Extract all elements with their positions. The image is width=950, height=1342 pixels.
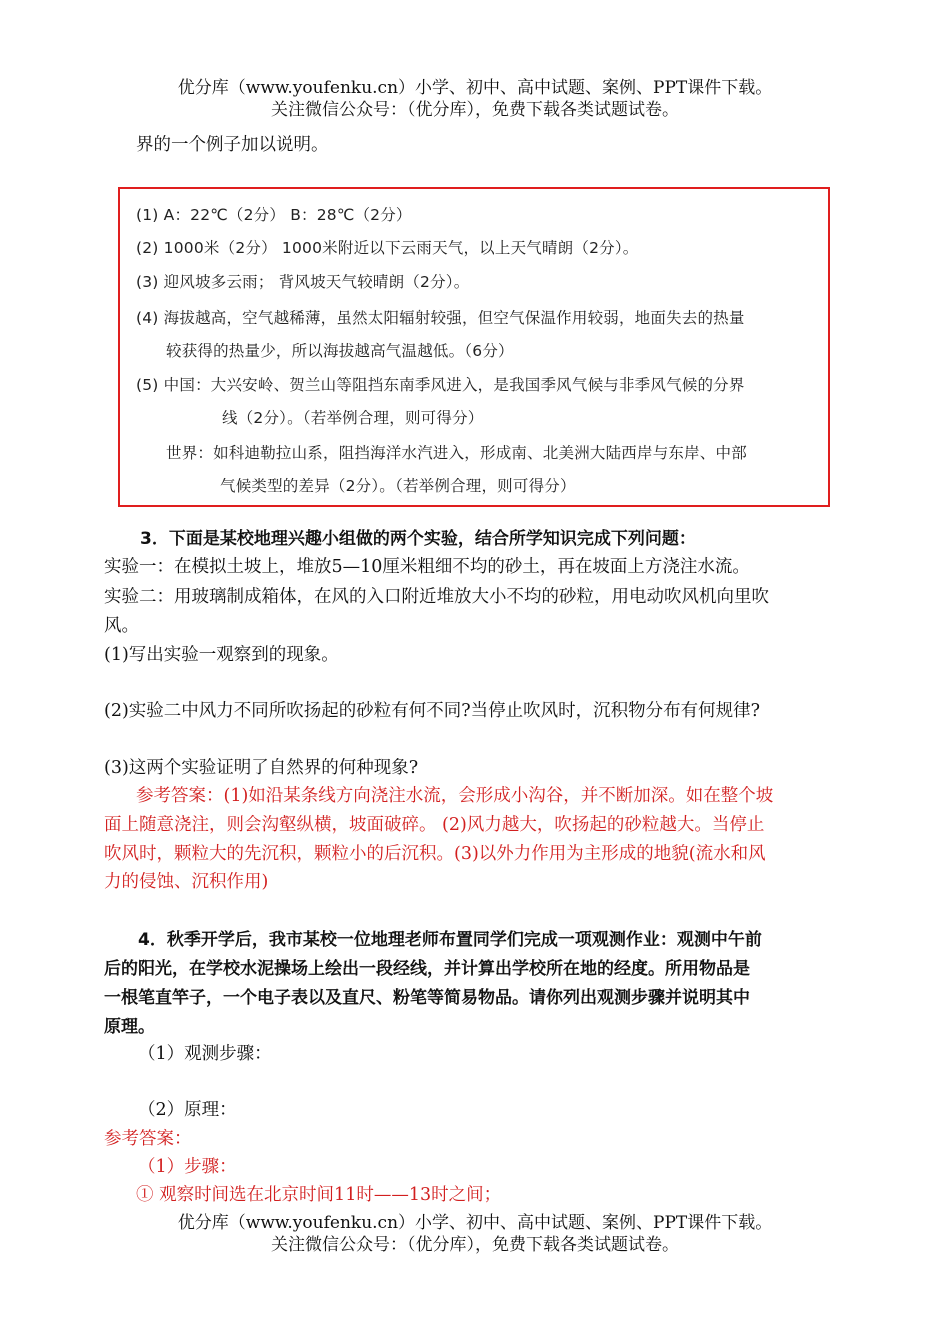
q3-experiment-2-line-2: 风。 — [104, 616, 139, 636]
q3-experiment-1: 实验一：在模拟土坡上，堆放5—10厘米粗细不均的砂土，再在坡面上方浇注水流。 — [104, 557, 750, 577]
q4-answer-label: 参考答案： — [104, 1129, 192, 1149]
q3-answer-line-1: 参考答案：(1)如沿某条线方向浇注水流，会形成小沟谷，并不断加深。如在整个坡 — [136, 786, 774, 806]
q4-line-3: 一根笔直竿子，一个电子表以及直尺、粉笔等简易物品。请你列出观测步骤并说明其中 — [104, 988, 750, 1008]
q4-sub-question-2: （2）原理： — [138, 1100, 237, 1120]
page-header-line-1: 优分库（www.youfenku.cn）小学、初中、高中试题、案例、PPT课件下载。 — [177, 78, 773, 98]
page-footer-line-2: 关注微信公众号：（优分库），免费下载各类试题试卷。 — [271, 1235, 679, 1255]
q3-sub-question-3: (3)这两个实验证明了自然界的何种现象? — [104, 758, 419, 778]
q4-sub-question-1: （1）观测步骤： — [138, 1044, 272, 1064]
q3-answer-line-4: 力的侵蚀、沉积作用) — [104, 872, 269, 892]
q4-line-1: 4．秋季开学后，我市某校一位地理老师布置同学们完成一项观测作业：观测中午前 — [138, 930, 762, 950]
q3-sub-question-2: (2)实验二中风力不同所吹扬起的砂粒有何不同?当停止吹风时，沉积物分布有何规律? — [104, 701, 761, 721]
answer-line-3: (3) 迎风坡多云雨； 背风坡天气较晴朗（2分）。 — [136, 273, 470, 291]
answer-line-8: 世界：如科迪勒拉山系，阻挡海洋水汽进入，形成南、北美洲大陆西岸与东岸、中部 — [166, 444, 747, 462]
q3-title: 3．下面是某校地理兴趣小组做的两个实验，结合所学知识完成下列问题： — [140, 529, 696, 549]
q4-answer-step-heading: （1）步骤： — [138, 1157, 237, 1177]
answer-key-image — [118, 187, 830, 507]
page-header-line-2: 关注微信公众号：（优分库），免费下载各类试题试卷。 — [271, 100, 679, 120]
intro-tail-text: 界的一个例子加以说明。 — [136, 135, 329, 155]
q3-sub-question-1: (1)写出实验一观察到的现象。 — [104, 645, 339, 665]
answer-line-1: (1) A：22℃（2分） B：28℃（2分） — [136, 206, 412, 224]
page-footer-line-1: 优分库（www.youfenku.cn）小学、初中、高中试题、案例、PPT课件下载。 — [177, 1213, 773, 1233]
q3-answer-line-3: 吹风时，颗粒大的先沉积，颗粒小的后沉积。(3)以外力作用为主形成的地貌(流水和风 — [104, 844, 766, 864]
q3-experiment-2-line-1: 实验二：用玻璃制成箱体，在风的入口附近堆放大小不均的砂粒，用电动吹风机向里吹 — [104, 587, 769, 607]
q4-line-4: 原理。 — [104, 1017, 155, 1037]
q4-answer-step-1: ① 观察时间选在北京时间11时——13时之间； — [136, 1185, 502, 1205]
answer-line-5: 较获得的热量少，所以海拔越高气温越低。（6分） — [166, 342, 514, 360]
answer-line-7: 线（2分）。（若举例合理，则可得分） — [222, 409, 484, 427]
answer-line-6: (5) 中国：大兴安岭、贺兰山等阻挡东南季风进入，是我国季风气候与非季风气候的分界 — [136, 376, 745, 394]
answer-line-2: (2) 1000米（2分） 1000米附近以下云雨天气，以上天气晴朗（2分）。 — [136, 239, 639, 257]
answer-line-4: (4) 海拔越高，空气越稀薄，虽然太阳辐射较强，但空气保温作用较弱，地面失去的热量 — [136, 309, 745, 327]
q4-line-2: 后的阳光，在学校水泥操场上绘出一段经线，并计算出学校所在地的经度。所用物品是 — [104, 959, 750, 979]
answer-line-9: 气候类型的差异（2分）。（若举例合理，则可得分） — [220, 477, 576, 495]
q3-answer-line-2: 面上随意浇注，则会沟壑纵横，坡面破碎。 (2)风力越大，吹扬起的砂粒越大。当停止 — [104, 815, 765, 835]
